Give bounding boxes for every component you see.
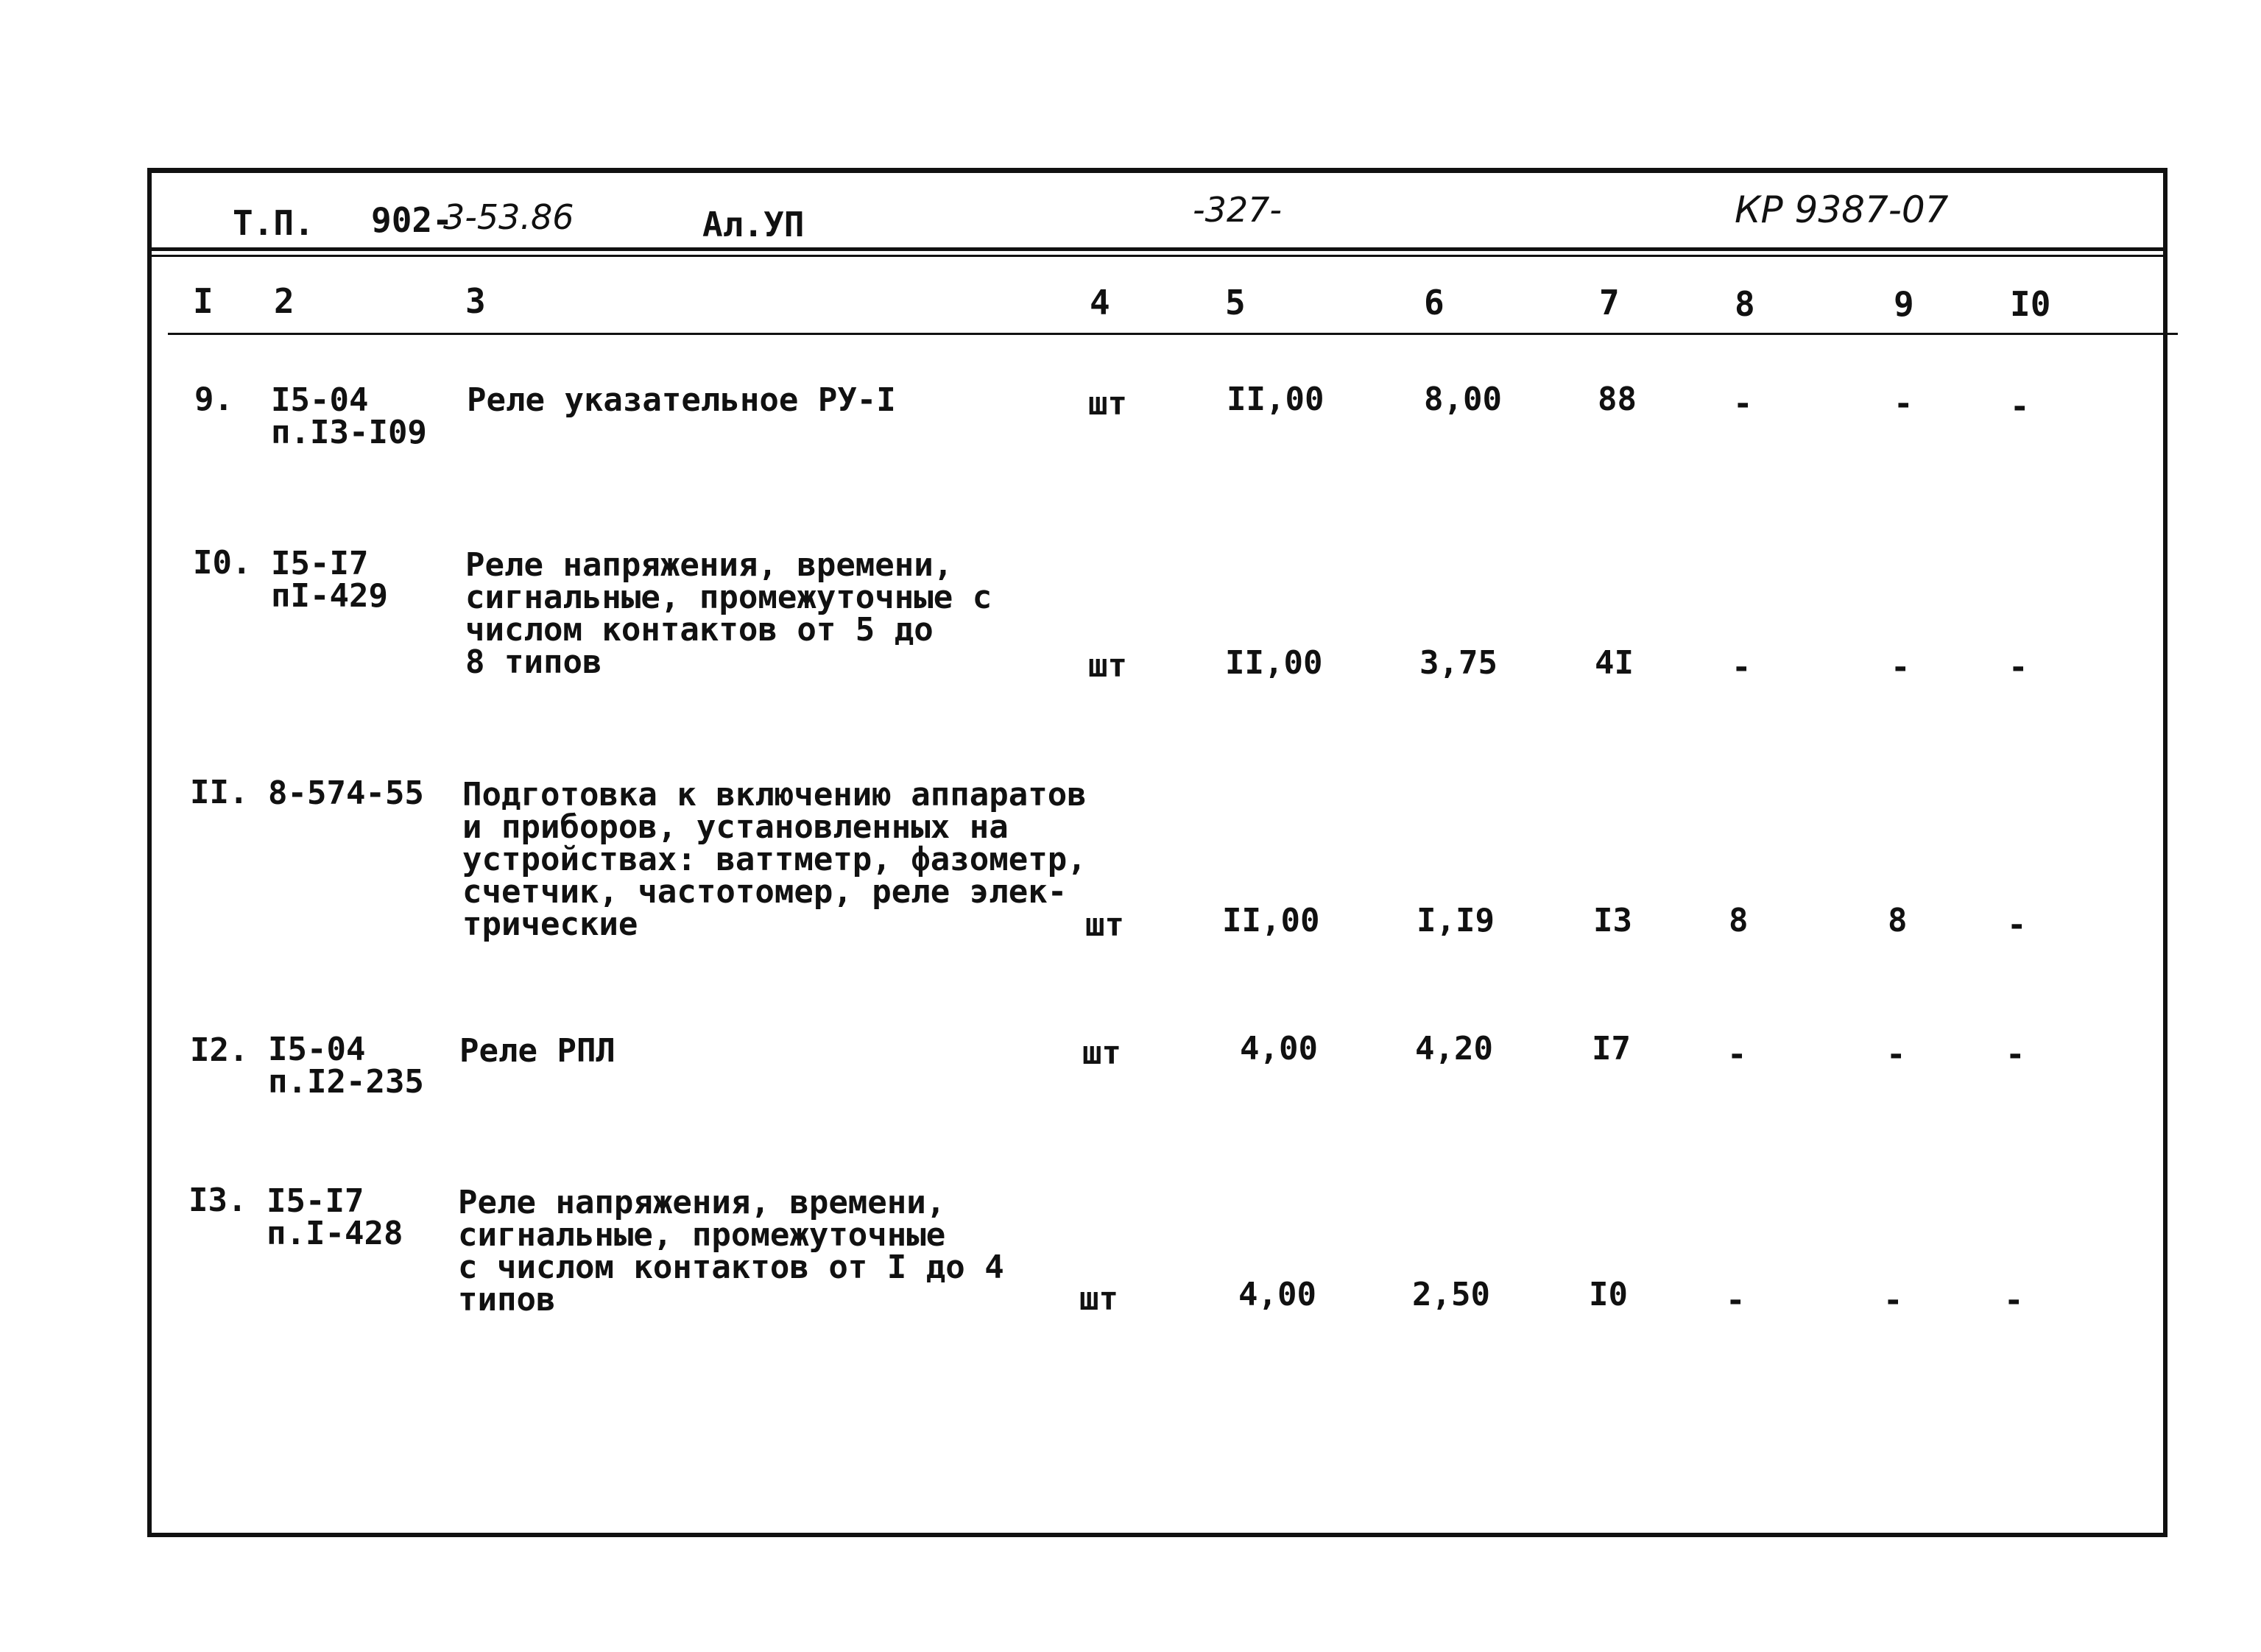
description-line: сигнальные, промежуточные с <box>465 579 992 616</box>
unit-cell: шт <box>1088 647 1127 685</box>
description-line: Подготовка к включению аппаратов <box>462 776 1087 813</box>
row-description <box>458 1184 1004 1319</box>
col6-cell: 2,50 <box>1412 1276 1490 1313</box>
tp-number-handwritten: 3-53.86 <box>443 197 574 237</box>
col7-cell: 88 <box>1598 381 1637 418</box>
unit-cell: шт <box>1085 906 1124 944</box>
row-number: 9. <box>194 381 233 418</box>
col7-cell: I0 <box>1589 1276 1628 1313</box>
header-separator-inner <box>147 255 2167 257</box>
row-code <box>267 1182 403 1252</box>
code-line: I5-04 <box>271 381 369 419</box>
col6-cell: I,I9 <box>1417 902 1495 939</box>
col8-cell: 8 <box>1729 902 1749 939</box>
code-line: I5-I7 <box>271 545 369 582</box>
column-header-9: 9 <box>1894 284 1914 324</box>
row-number: I3. <box>188 1182 247 1219</box>
description-line: Реле напряжения, времени, <box>458 1184 946 1221</box>
row-code <box>271 381 427 451</box>
unit-cell: шт <box>1079 1280 1118 1318</box>
page-number: -327- <box>1193 190 1282 230</box>
column-header-7: 7 <box>1599 283 1620 322</box>
code-line: I5-04 <box>268 1031 366 1068</box>
column-header-10: I0 <box>2010 284 2051 324</box>
description-line: типов <box>458 1281 556 1319</box>
column-header-8: 8 <box>1735 284 1755 324</box>
column-header-4: 4 <box>1090 283 1110 322</box>
description-line: счетчик, частотомер, реле элек- <box>462 873 1068 911</box>
row-description <box>467 381 896 419</box>
col7-cell: 4I <box>1595 644 1634 682</box>
col5-cell: II,00 <box>1222 902 1320 939</box>
tp-number-printed: 902- <box>371 200 453 240</box>
col8-cell: - <box>1727 1036 1747 1073</box>
row-number: I2. <box>190 1031 249 1069</box>
col7-cell: I7 <box>1592 1030 1631 1067</box>
description-line: устройствах: ваттметр, фазометр, <box>462 841 1087 878</box>
code-line: пI-429 <box>271 577 388 615</box>
column-header-1: I <box>193 281 214 321</box>
description-line: 8 типов <box>465 643 602 681</box>
description-line: Реле указательное РУ-I <box>467 381 896 419</box>
code-line: 8-574-55 <box>268 774 424 812</box>
col10-cell: - <box>2010 388 2030 426</box>
row-number: II. <box>190 774 249 811</box>
description-line: числом контактов от 5 до <box>465 611 934 649</box>
col5-cell: 4,00 <box>1240 1030 1318 1067</box>
column-header-rule <box>168 333 2178 335</box>
unit-cell: шт <box>1082 1034 1121 1072</box>
col10-cell: - <box>2006 1036 2025 1073</box>
row-description <box>459 1032 615 1070</box>
column-header-6: 6 <box>1424 283 1445 322</box>
row-code <box>268 774 424 812</box>
col9-cell: - <box>1886 1036 1906 1073</box>
code-line: п.I2-235 <box>268 1063 424 1101</box>
col10-cell: - <box>2008 649 2028 686</box>
col6-cell: 8,00 <box>1424 381 1502 418</box>
column-header-3: 3 <box>465 281 486 321</box>
col9-cell: - <box>1891 649 1911 686</box>
col9-cell: - <box>1883 1282 1903 1319</box>
description-line: сигнальные, промежуточные <box>458 1216 946 1254</box>
description-line: с числом контактов от I до 4 <box>458 1249 1004 1286</box>
row-description <box>462 776 1087 943</box>
column-header-5: 5 <box>1225 283 1246 322</box>
col6-cell: 4,20 <box>1415 1030 1493 1067</box>
col5-cell: II,00 <box>1227 381 1324 418</box>
code-line: п.I3-I09 <box>271 414 427 451</box>
document-code: КР 9387-07 <box>1735 188 1949 231</box>
col10-cell: - <box>2007 906 2027 944</box>
col5-cell: 4,00 <box>1238 1276 1316 1313</box>
description-line: трические <box>462 906 638 943</box>
col9-cell: - <box>1894 385 1913 423</box>
col8-cell: - <box>1732 649 1752 686</box>
col5-cell: II,00 <box>1225 644 1323 682</box>
row-description <box>465 546 992 681</box>
row-code <box>271 545 388 615</box>
col7-cell: I3 <box>1593 902 1632 939</box>
code-line: I5-I7 <box>267 1182 364 1220</box>
col9-cell: 8 <box>1888 902 1908 939</box>
row-number: I0. <box>193 544 252 582</box>
code-line: п.I-428 <box>267 1215 403 1252</box>
description-line: и приборов, установленных на <box>462 808 1009 846</box>
document-frame <box>147 168 2167 1537</box>
description-line: Реле напряжения, времени, <box>465 546 953 584</box>
description-line: Реле РПЛ <box>459 1032 615 1070</box>
col6-cell: 3,75 <box>1419 644 1498 682</box>
col8-cell: - <box>1733 385 1753 423</box>
column-header-2: 2 <box>274 281 294 321</box>
album-label: Ал.УП <box>702 205 805 244</box>
col8-cell: - <box>1726 1282 1746 1319</box>
col10-cell: - <box>2004 1282 2024 1319</box>
unit-cell: шт <box>1088 385 1127 423</box>
row-code <box>268 1031 424 1101</box>
tp-label: Т.П. <box>233 203 314 243</box>
header-separator <box>147 247 2167 251</box>
